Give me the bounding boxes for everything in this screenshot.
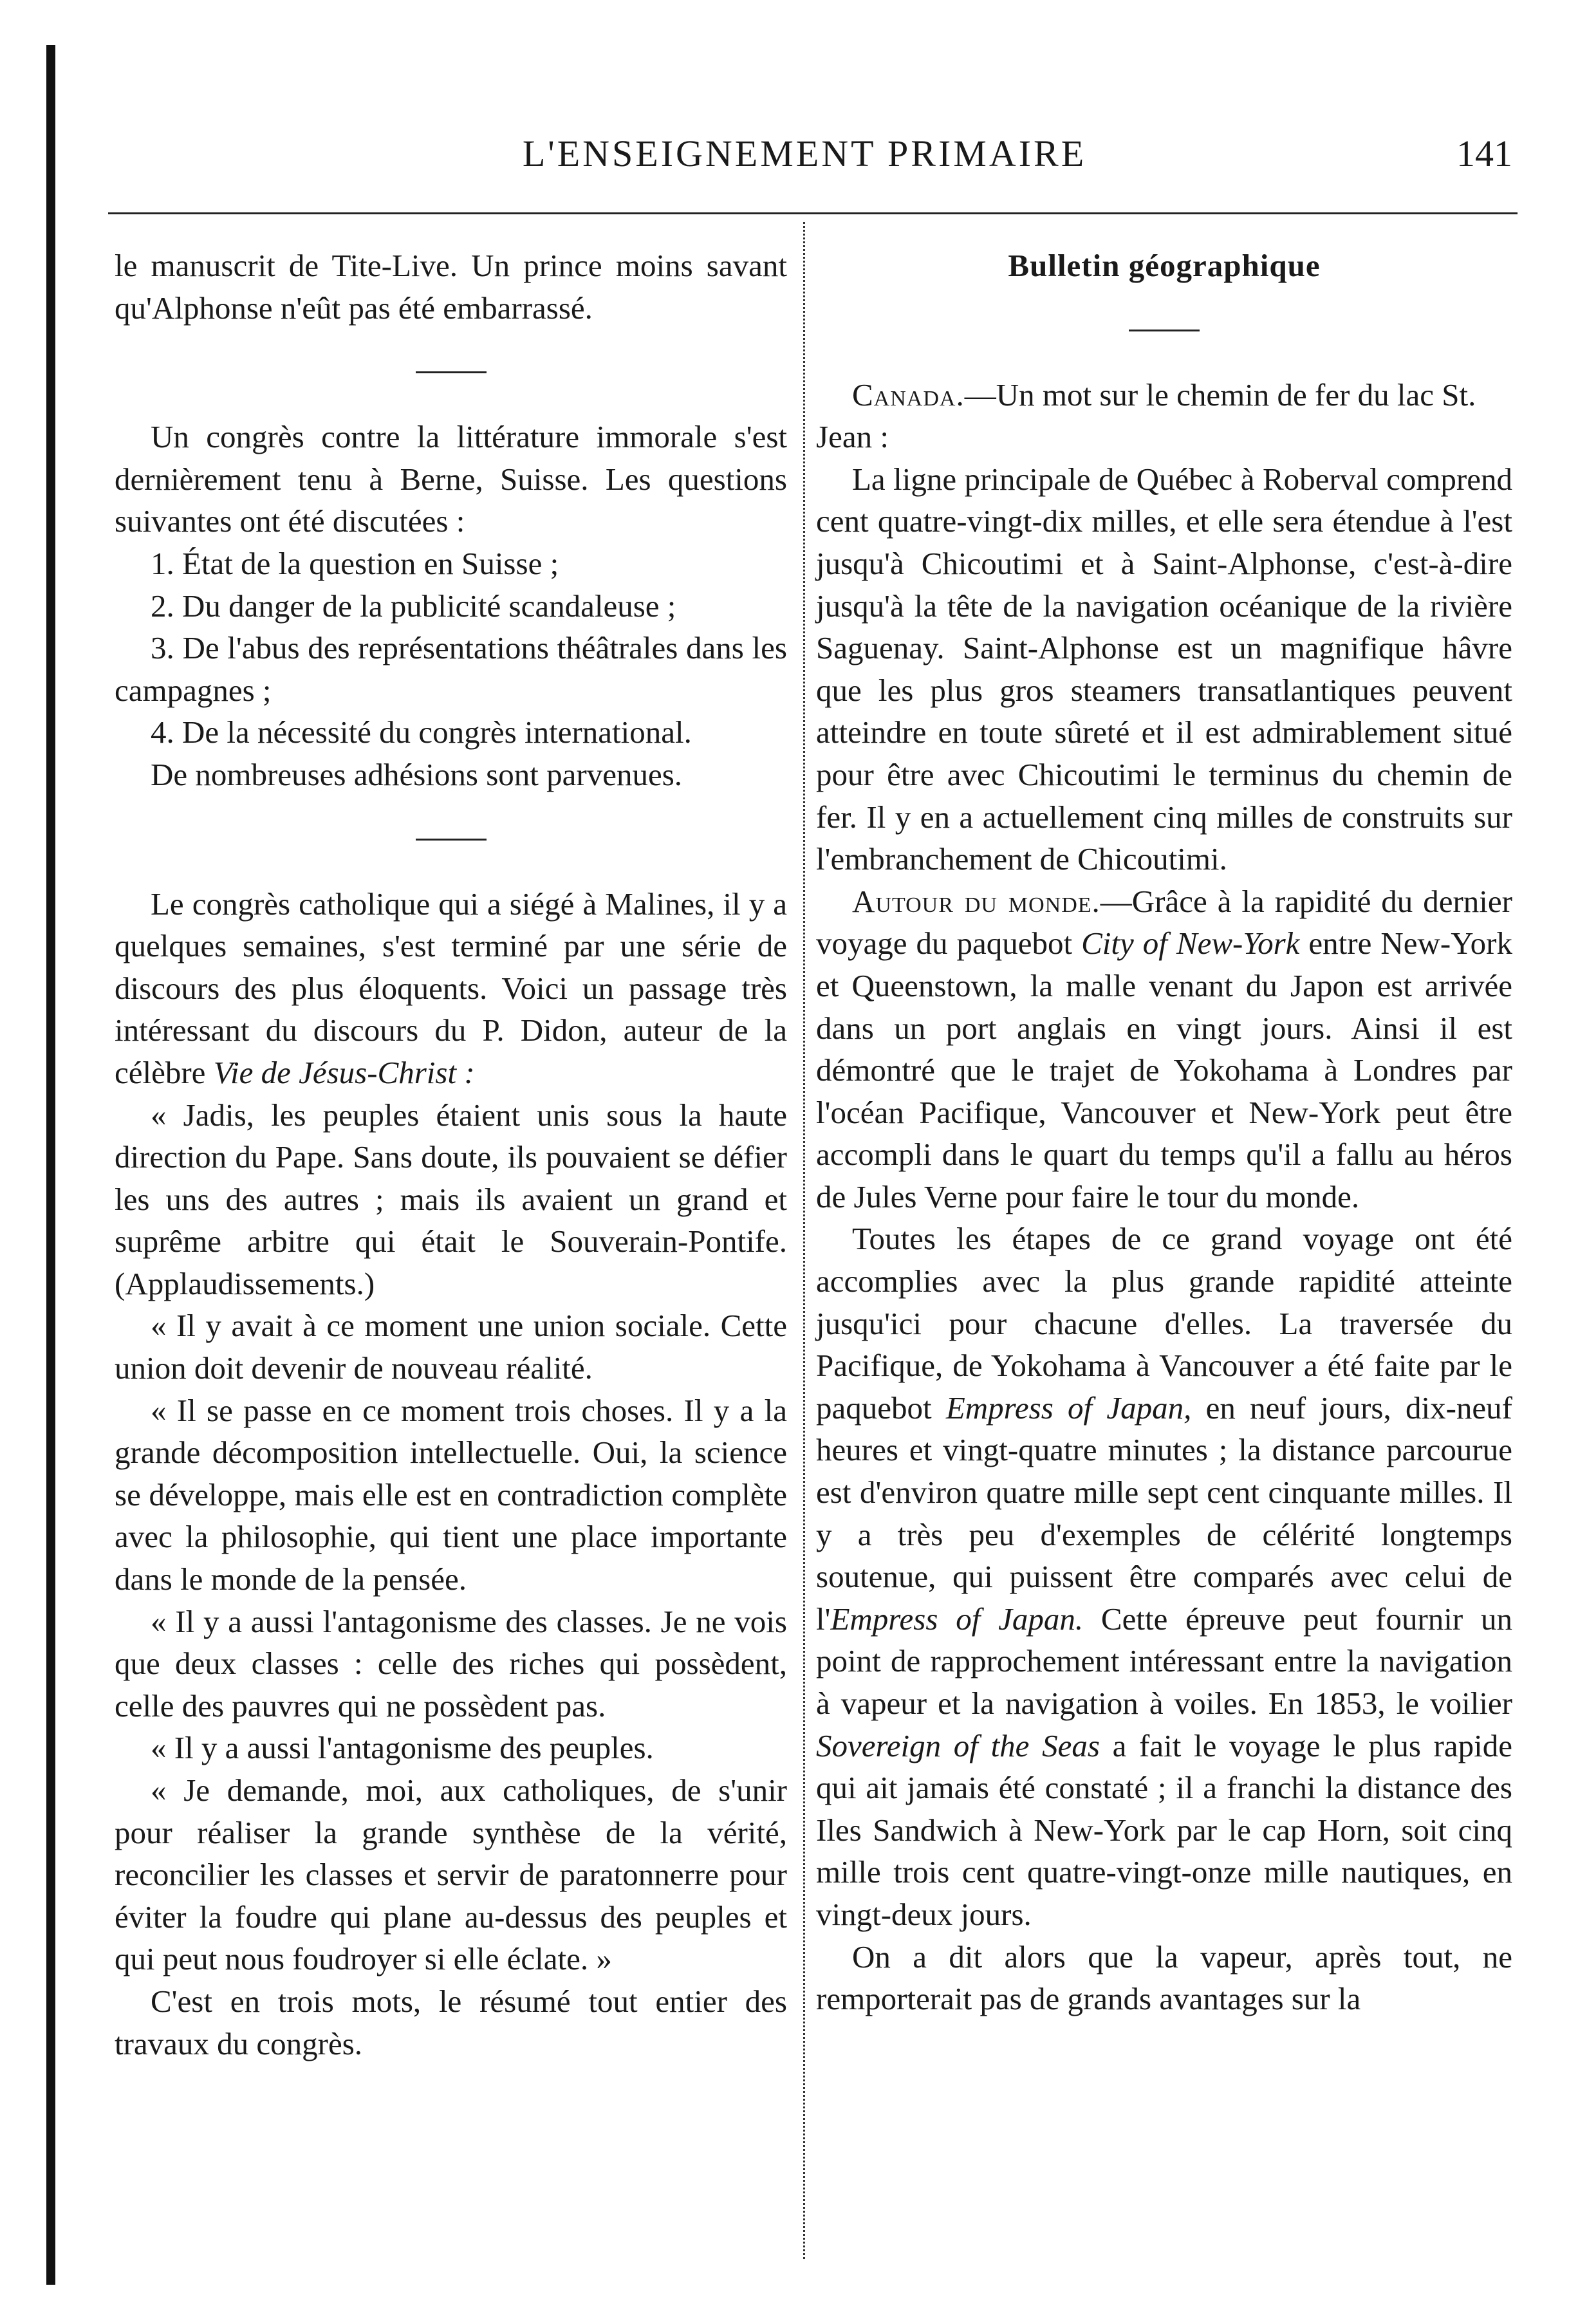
paragraph-resume: C'est en trois mots, le résumé tout entier des travaux du congrès. — [115, 1983, 787, 2061]
list-item: 1. État de la question en Suisse ; — [151, 545, 559, 581]
list-item: 4. De la nécessité du congrès international. — [151, 714, 692, 750]
run-in-heading: Canada. — [852, 376, 965, 413]
quote-paragraph: « Il y avait à ce moment une union sociale. Cette union doit devenir de nouveau réalité. — [115, 1308, 787, 1386]
quote-paragraph: « Jadis, les peuples étaient unis sous la haute direction du Pape. Sans doute, ils pouvaient se défier les uns des autres ; mais ils avaient un grand et suprême arbitre qui était le Souverain-Pontife. (Applaudissements.) — [115, 1097, 787, 1301]
paragraph-vapeur: On a dit alors que la vapeur, après tout, ne remporterait pas de grands avantages sur la — [816, 1938, 1512, 2017]
quote-paragraph: « Il se passe en ce moment trois choses. Il y a la grande décomposition intellectuelle. Oui, la science se développe, mais elle est en contradiction complète avec la philosophie, qui tient une place importante dans le monde de la pensée. — [115, 1392, 787, 1597]
right-column — [816, 245, 1512, 2020]
paragraph-canada: La ligne principale de Québec à Roberval comprend cent quatre-vingt-dix milles, et elle sera étendue à l'est jusqu'à Chicoutimi et à Saint-Alphonse, c'est-à-dire jusqu'à la tête de la navigation océanique de la rivière Saguenay. Saint-Alphonse est un magnifique hâvre que les plus gros steamers transatlantiques peuvent atteindre en toute sûreté et il est admirablement situé pour être avec Chicoutimi le terminus du chemin de fer. Il y en a actuellement cinq milles de construits sur l'embranchement de Chicoutimi. — [816, 461, 1512, 877]
paragraph-autour-du-monde: Autour du monde.—Grâce à la rapidité du dernier voyage du paquebot City of New-York entre New-York et Queenstown, la malle venant du Japon est arrivée dans un port anglais en vingt jours. Ainsi il est démontré que le trajet de Yokohama à Londres par l'océan Pacifique, Vancouver et New-York peut être accompli dans le quart du temps qu'il a fallu au héros de Jules Verne pour faire le tour du monde. — [816, 883, 1512, 1214]
paragraph-adhesions: De nombreuses adhésions sont parvenues. — [151, 756, 683, 792]
page-number: 141 — [1456, 133, 1512, 174]
paragraph-congres-berne: Un congrès contre la littérature immorale s'est dernièrement tenu à Berne, Suisse. Les questions suivantes ont été discutées : — [115, 419, 787, 539]
quote-paragraph: « Je demande, moi, aux catholiques, de s'unir pour réaliser la grande synthèse de la vérité, reconcilier les classes et servir de paratonnerre pour éviter la foudre qui plane au-dessus des peuples et qui peut nous foudroyer si elle éclate. » — [115, 1772, 787, 1977]
paragraph-manuscrit: le manuscrit de Tite-Live. Un prince moins savant qu'Alphonse n'eût pas été embarrassé. — [115, 248, 787, 326]
page-margin-bar — [46, 45, 55, 2285]
running-header-title: L'ENSEIGNEMENT PRIMAIRE — [522, 133, 1087, 174]
quote-paragraph: « Il y a aussi l'antagonisme des classes. Je ne vois que deux classes : celle des riches qui possèdent, celle des pauvres qui ne possèdent pas. — [115, 1603, 787, 1724]
list-item: 2. Du danger de la publicité scandaleuse ; — [151, 588, 676, 624]
paragraph-canada-lead: Canada.—Un mot sur le chemin de fer du lac St. Jean : — [816, 376, 1476, 455]
left-column — [115, 245, 787, 2065]
run-in-heading: Autour du monde. — [852, 883, 1100, 919]
section-title: Bulletin géographique — [1008, 248, 1321, 283]
paragraph-congres-malines: Le congrès catholique qui a siégé à Malines, il y a quelques semaines, s'est terminé par une série de discours des plus éloquents. Voici un passage très intéressant du discours du P. Didon, auteur de la célèbre Vie de Jésus-Christ : — [115, 886, 787, 1090]
list-item: 3. De l'abus des représentations théâtrales dans les campagnes ; — [115, 630, 787, 708]
quote-paragraph: « Il y a aussi l'antagonisme des peuples. — [151, 1730, 654, 1766]
header-rule — [108, 212, 1518, 214]
paragraph-etapes: Toutes les étapes de ce grand voyage ont été accomplies avec la plus grande rapidité atteinte jusqu'ici pour chacune d'elles. La traversée du Pacifique, de Yokohama à Vancouver a été faite par le paquebot Empress of Japan, en neuf jours, dix-neuf heures et vingt-quatre minutes ; la distance parcourue est d'environ quatre mille sept cent cinquante milles. Il y a très peu d'exemples de célérité longtemps soutenue, qui puissent être comparés avec celui de l'Empress of Japan. Cette épreuve peut fournir un point de rapprochement intéressant entre la navigation à vapeur et la navigation à voiles. En 1853, le voilier Sovereign of the Seas a fait le voyage le plus rapide qui ait jamais été constaté ; il a franchi la distance des Iles Sandwich à New-York par le cap Horn, soit cinq mille trois cent quatre-vingt-onze mille nautiques, en vingt-deux jours. — [816, 1221, 1512, 1932]
column-separator — [803, 222, 805, 2259]
